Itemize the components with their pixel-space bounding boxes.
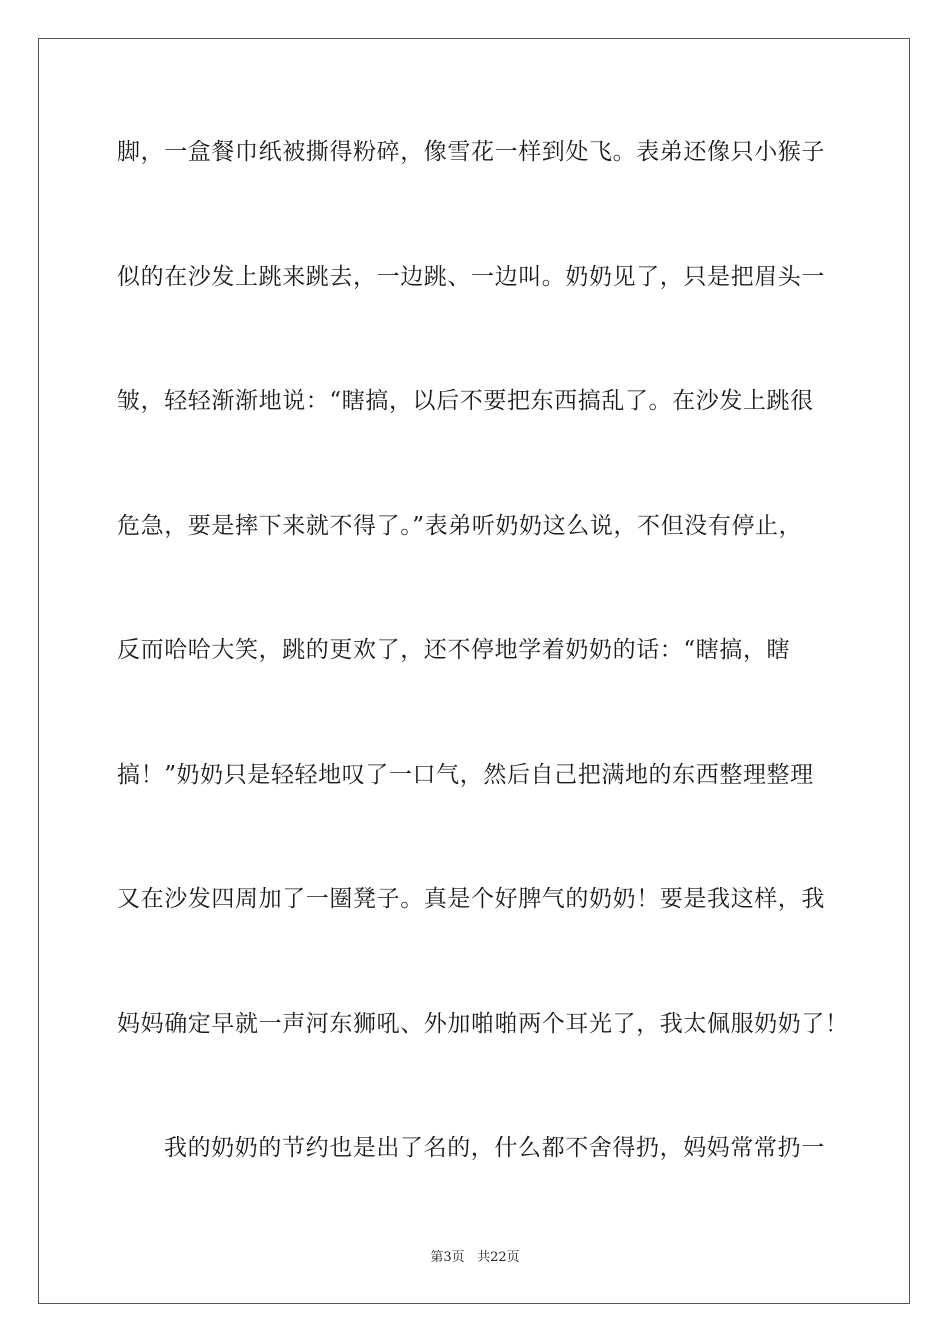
text-line: 脚，一盒餐巾纸被撕得粉碎，像雪花一样到处飞。表弟还像只小猴子 [117, 139, 825, 165]
total-suffix: 页 [506, 1250, 520, 1265]
text-line: 搞！”奶奶只是轻轻地叹了一口气，然后自己把满地的东西整理整理 [117, 762, 814, 788]
text-line: 妈妈确定早就一声河东狮吼、外加啪啪两个耳光了，我太佩服奶奶了！ [117, 1011, 849, 1037]
text-line: 反而哈哈大笑，跳的更欢了，还不停地学着奶奶的话：“瞎搞，瞎 [117, 637, 791, 663]
page-footer [0, 1246, 950, 1265]
paragraph-start-line: 我的奶奶的节约也是出了名的，什么都不舍得扔，妈妈常常扔一 [164, 1135, 825, 1161]
text-line: 又在沙发四周加了一圈凳子。真是个好脾气的奶奶！要是我这样，我 [117, 886, 825, 912]
text-line: 似的在沙发上跳来跳去，一边跳、一边叫。奶奶见了，只是把眉头一 [117, 264, 825, 290]
text-line: 危急，要是摔下来就不得了。”表弟听奶奶这么说，不但没有停止， [117, 513, 803, 539]
page-current: 3 [443, 1250, 452, 1265]
page-suffix: 页 [451, 1250, 465, 1265]
page-prefix: 第 [430, 1250, 444, 1265]
page-total: 22 [490, 1250, 507, 1265]
text-line: 皱，轻轻渐渐地说：“瞎搞，以后不要把东西搞乱了。在沙发上跳很 [117, 388, 814, 414]
total-prefix: 共 [477, 1250, 491, 1265]
page-border [38, 38, 910, 1304]
